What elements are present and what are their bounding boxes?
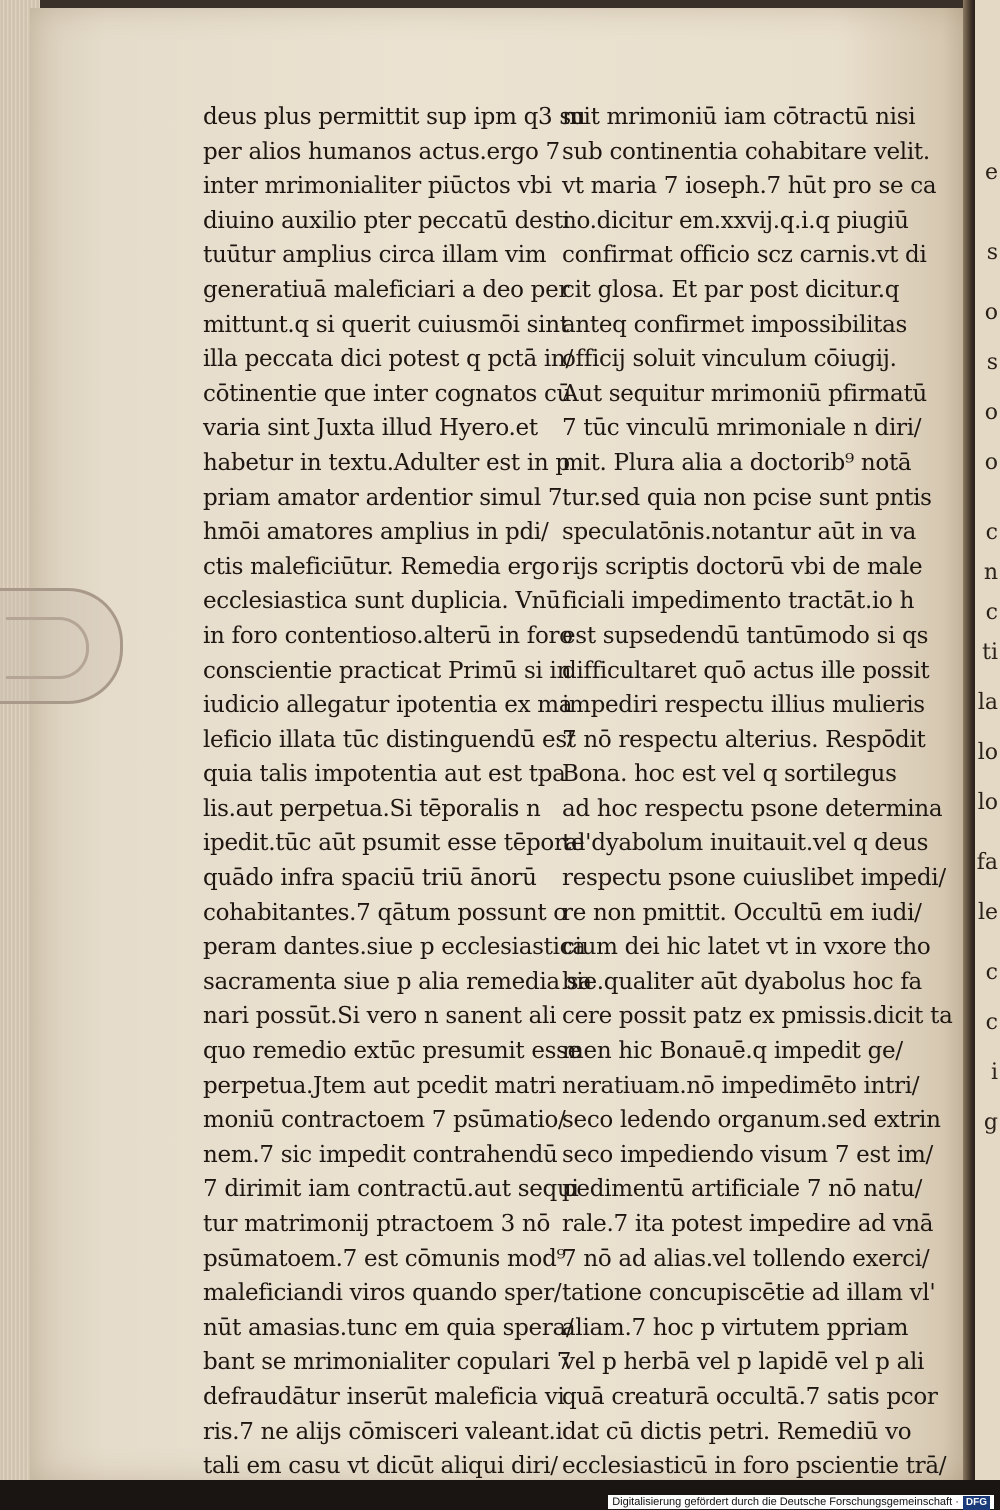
text-line: dat cū dictis petri. Remediū vo bbox=[562, 1418, 912, 1445]
text-line: illa peccata dici potest q pctā in/ bbox=[203, 346, 573, 373]
text-line: est supsedendū tantūmodo si qs bbox=[562, 622, 929, 649]
text-line: cohabitantes.7 qātum possunt o bbox=[203, 899, 567, 926]
text-line: rale.7 ita potest impedire ad vnā bbox=[562, 1211, 934, 1237]
facing-page-fragment: lo bbox=[977, 790, 998, 815]
facing-page-fragment: c bbox=[985, 600, 998, 625]
text-line: lis.aut perpetua.Si tēporalis n bbox=[203, 795, 541, 822]
dfg-credit-text: Digitalisierung gefördert durch die Deutsche Forschungsgemeinschaft · bbox=[612, 1496, 959, 1508]
facing-page-fragment: s bbox=[986, 240, 998, 265]
text-line: ris.7 ne alijs cōmisceri valeant.i bbox=[203, 1418, 563, 1445]
text-line: ad hoc respectu psone determina bbox=[562, 795, 943, 822]
text-line: tuūtur amplius circa illam vim bbox=[203, 242, 547, 269]
text-line: mittunt.q si querit cuiusmōi sint bbox=[203, 311, 569, 338]
text-column-left bbox=[203, 100, 592, 1484]
text-line: sub continentia cohabitare velit. bbox=[562, 138, 930, 165]
text-line: tatione concupiscētie ad illam vl' bbox=[562, 1280, 936, 1307]
text-line: cere possit patz ex pmissis.dicit ta bbox=[562, 1003, 953, 1030]
text-line: vt maria 7 ioseph.7 hūt pro se ca bbox=[562, 173, 937, 200]
facing-page-fragment: la bbox=[977, 690, 998, 715]
text-line: respectu psone cuiuslibet impedi/ bbox=[562, 865, 946, 892]
facing-page-edge bbox=[975, 0, 1000, 1480]
text-line: per alios humanos actus.ergo 7 bbox=[203, 138, 560, 165]
text-line: tur matrimonij ptractoem 3 nō bbox=[203, 1211, 551, 1237]
text-line: sacramenta siue p alia remedia sa bbox=[203, 968, 592, 995]
text-line: mit. Plura alia a doctorib⁹ notā bbox=[562, 449, 912, 476]
text-line: speculatōnis.notantur aūt in va bbox=[562, 519, 917, 546]
text-line: difficultaret quō actus ille possit bbox=[562, 657, 930, 684]
text-line: quo remedio extūc presumit esse bbox=[203, 1038, 581, 1065]
text-line: rijs scriptis doctorū vbi de male bbox=[562, 553, 923, 580]
text-line: 7 nō ad alias.vel tollendo exerci/ bbox=[562, 1245, 930, 1272]
text-line: pedimentū artificiale 7 nō natu/ bbox=[562, 1176, 923, 1203]
text-line: deus plus permittit sup ipm q3 su bbox=[203, 104, 586, 130]
text-line: quia talis impotentia aut est tpa bbox=[203, 761, 566, 788]
facing-page-fragment: c bbox=[985, 520, 998, 545]
facing-page-fragment: ti bbox=[982, 640, 998, 665]
text-line: ipedit.tūc aūt psumit esse tēporal' bbox=[203, 830, 592, 857]
text-line: vel p herbā vel p lapidē vel p ali bbox=[562, 1349, 925, 1376]
text-line: varia sint Juxta illud Hyero.et bbox=[203, 415, 538, 442]
text-line: priam amator ardentior simul 7 bbox=[203, 484, 563, 511]
text-line: men hic Bonauē.q impedit ge/ bbox=[562, 1038, 903, 1065]
text-column-right bbox=[562, 100, 953, 1484]
facing-page-fragment: fa bbox=[976, 850, 998, 875]
text-line: cit glosa. Et par post dicitur.q bbox=[562, 276, 900, 303]
text-line: ficiali impedimento tractāt.io h bbox=[562, 588, 915, 615]
text-line: moniū contractoem 7 psūmatio/ bbox=[203, 1107, 566, 1134]
text-line: nari possūt.Si vero n sanent ali bbox=[203, 1003, 557, 1030]
facing-page-fragment: s bbox=[986, 350, 998, 375]
text-line: quādo infra spaciū triū ānorū bbox=[203, 865, 537, 892]
text-line: iudicio allegatur ipotentia ex ma bbox=[203, 692, 573, 719]
text-line: no.dicitur em.xxvij.q.i.q piugiū bbox=[562, 207, 909, 234]
paper-clip bbox=[0, 588, 123, 704]
text-line: re non pmittit. Occultū em iudi/ bbox=[562, 899, 922, 926]
text-line: neratiuam.nō impedimēto intri/ bbox=[562, 1072, 920, 1099]
text-line: bie.qualiter aūt dyabolus hoc fa bbox=[562, 968, 922, 995]
text-line: inter mrimonialiter piūctos vbi bbox=[203, 173, 552, 200]
facing-page-fragment: o bbox=[984, 450, 998, 475]
text-line: mit mrimoniū iam cōtractū nisi bbox=[562, 104, 916, 130]
text-line: seco ledendo organum.sed extrin bbox=[562, 1107, 941, 1134]
facing-page-fragment: o bbox=[984, 300, 998, 325]
text-line: confirmat officio scz carnis.vt di bbox=[562, 242, 927, 269]
text-line: cōtinentie que inter cognatos cū bbox=[203, 380, 572, 407]
facing-page-fragment: e bbox=[984, 160, 998, 185]
text-line: seco impediendo visum 7 est im/ bbox=[562, 1141, 933, 1168]
facing-page-fragment: i bbox=[990, 1060, 998, 1085]
text-line: defraudātur inserūt maleficia vi bbox=[203, 1383, 565, 1410]
text-line: psūmatoem.7 est cōmunis mod⁹ bbox=[203, 1245, 566, 1272]
dfg-logo-icon: DFG bbox=[963, 1496, 990, 1510]
facing-page-fragment: g bbox=[983, 1110, 998, 1135]
facing-page-fragment: lo bbox=[977, 740, 998, 765]
text-line: tali em casu vt dicūt aliqui diri/ bbox=[203, 1453, 558, 1480]
text-line: officij soluit vinculum cōiugij. bbox=[562, 346, 897, 373]
text-line: Aut sequitur mrimoniū pfirmatū bbox=[562, 380, 927, 407]
text-line: impediri respectu illius mulieris bbox=[562, 692, 925, 719]
text-line: habetur in textu.Adulter est in p bbox=[203, 449, 570, 476]
text-line: 7 dirimit iam contractū.aut sequi bbox=[203, 1176, 579, 1203]
text-line: aliam.7 hoc p virtutem ppriam bbox=[562, 1314, 909, 1341]
text-line: maleficiandi viros quando sper/ bbox=[203, 1280, 562, 1307]
dfg-credit[interactable] bbox=[608, 1495, 994, 1509]
text-line: hmōi amatores amplius in pdi/ bbox=[203, 519, 549, 546]
text-line: cium dei hic latet vt in vxore tho bbox=[562, 934, 931, 961]
text-line: nūt amasias.tunc em quia spera/ bbox=[203, 1314, 574, 1341]
text-line: tur.sed quia non pcise sunt pntis bbox=[562, 484, 932, 511]
text-line: peram dantes.siue p ecclesiastica bbox=[203, 934, 586, 961]
text-line: perpetua.Jtem aut pcedit matri bbox=[203, 1072, 556, 1099]
text-line: leficio illata tūc distinguendū est bbox=[203, 726, 576, 753]
facing-page-fragment: o bbox=[984, 400, 998, 425]
text-line: diuino auxilio pter peccatū desti bbox=[203, 207, 570, 234]
text-line: 7 tūc vinculū mrimoniale n diri/ bbox=[562, 415, 922, 442]
facing-page-fragment: c bbox=[985, 960, 998, 985]
text-line: ecclesiastica sunt duplicia. Vnū bbox=[203, 588, 561, 615]
text-line: Bona. hoc est vel q sortilegus bbox=[562, 761, 897, 788]
text-line: 7 nō respectu alterius. Respōdit bbox=[562, 726, 926, 753]
facing-page-fragment: le bbox=[977, 900, 998, 925]
facing-page-fragment: c bbox=[985, 1010, 998, 1035]
text-line: conscientie practicat Primū si in bbox=[203, 657, 572, 684]
facing-page-fragment: n bbox=[983, 560, 998, 585]
text-line: quā creaturā occultā.7 satis pcor bbox=[562, 1383, 938, 1410]
text-line: in foro contentioso.alterū in foro bbox=[203, 622, 573, 649]
text-line: bant se mrimonialiter copulari 7 bbox=[203, 1349, 572, 1376]
text-line: anteq confirmet impossibilitas bbox=[562, 311, 908, 338]
text-line: te dyabolum inuitauit.vel q deus bbox=[562, 830, 929, 857]
text-line: nem.7 sic impedit contrahendū bbox=[203, 1141, 558, 1168]
text-line: ecclesiasticū in foro pscientie trā/ bbox=[562, 1453, 947, 1480]
text-line: generatiuā maleficiari a deo per bbox=[203, 276, 570, 303]
text-line: ctis maleficiūtur. Remedia ergo bbox=[203, 553, 560, 580]
